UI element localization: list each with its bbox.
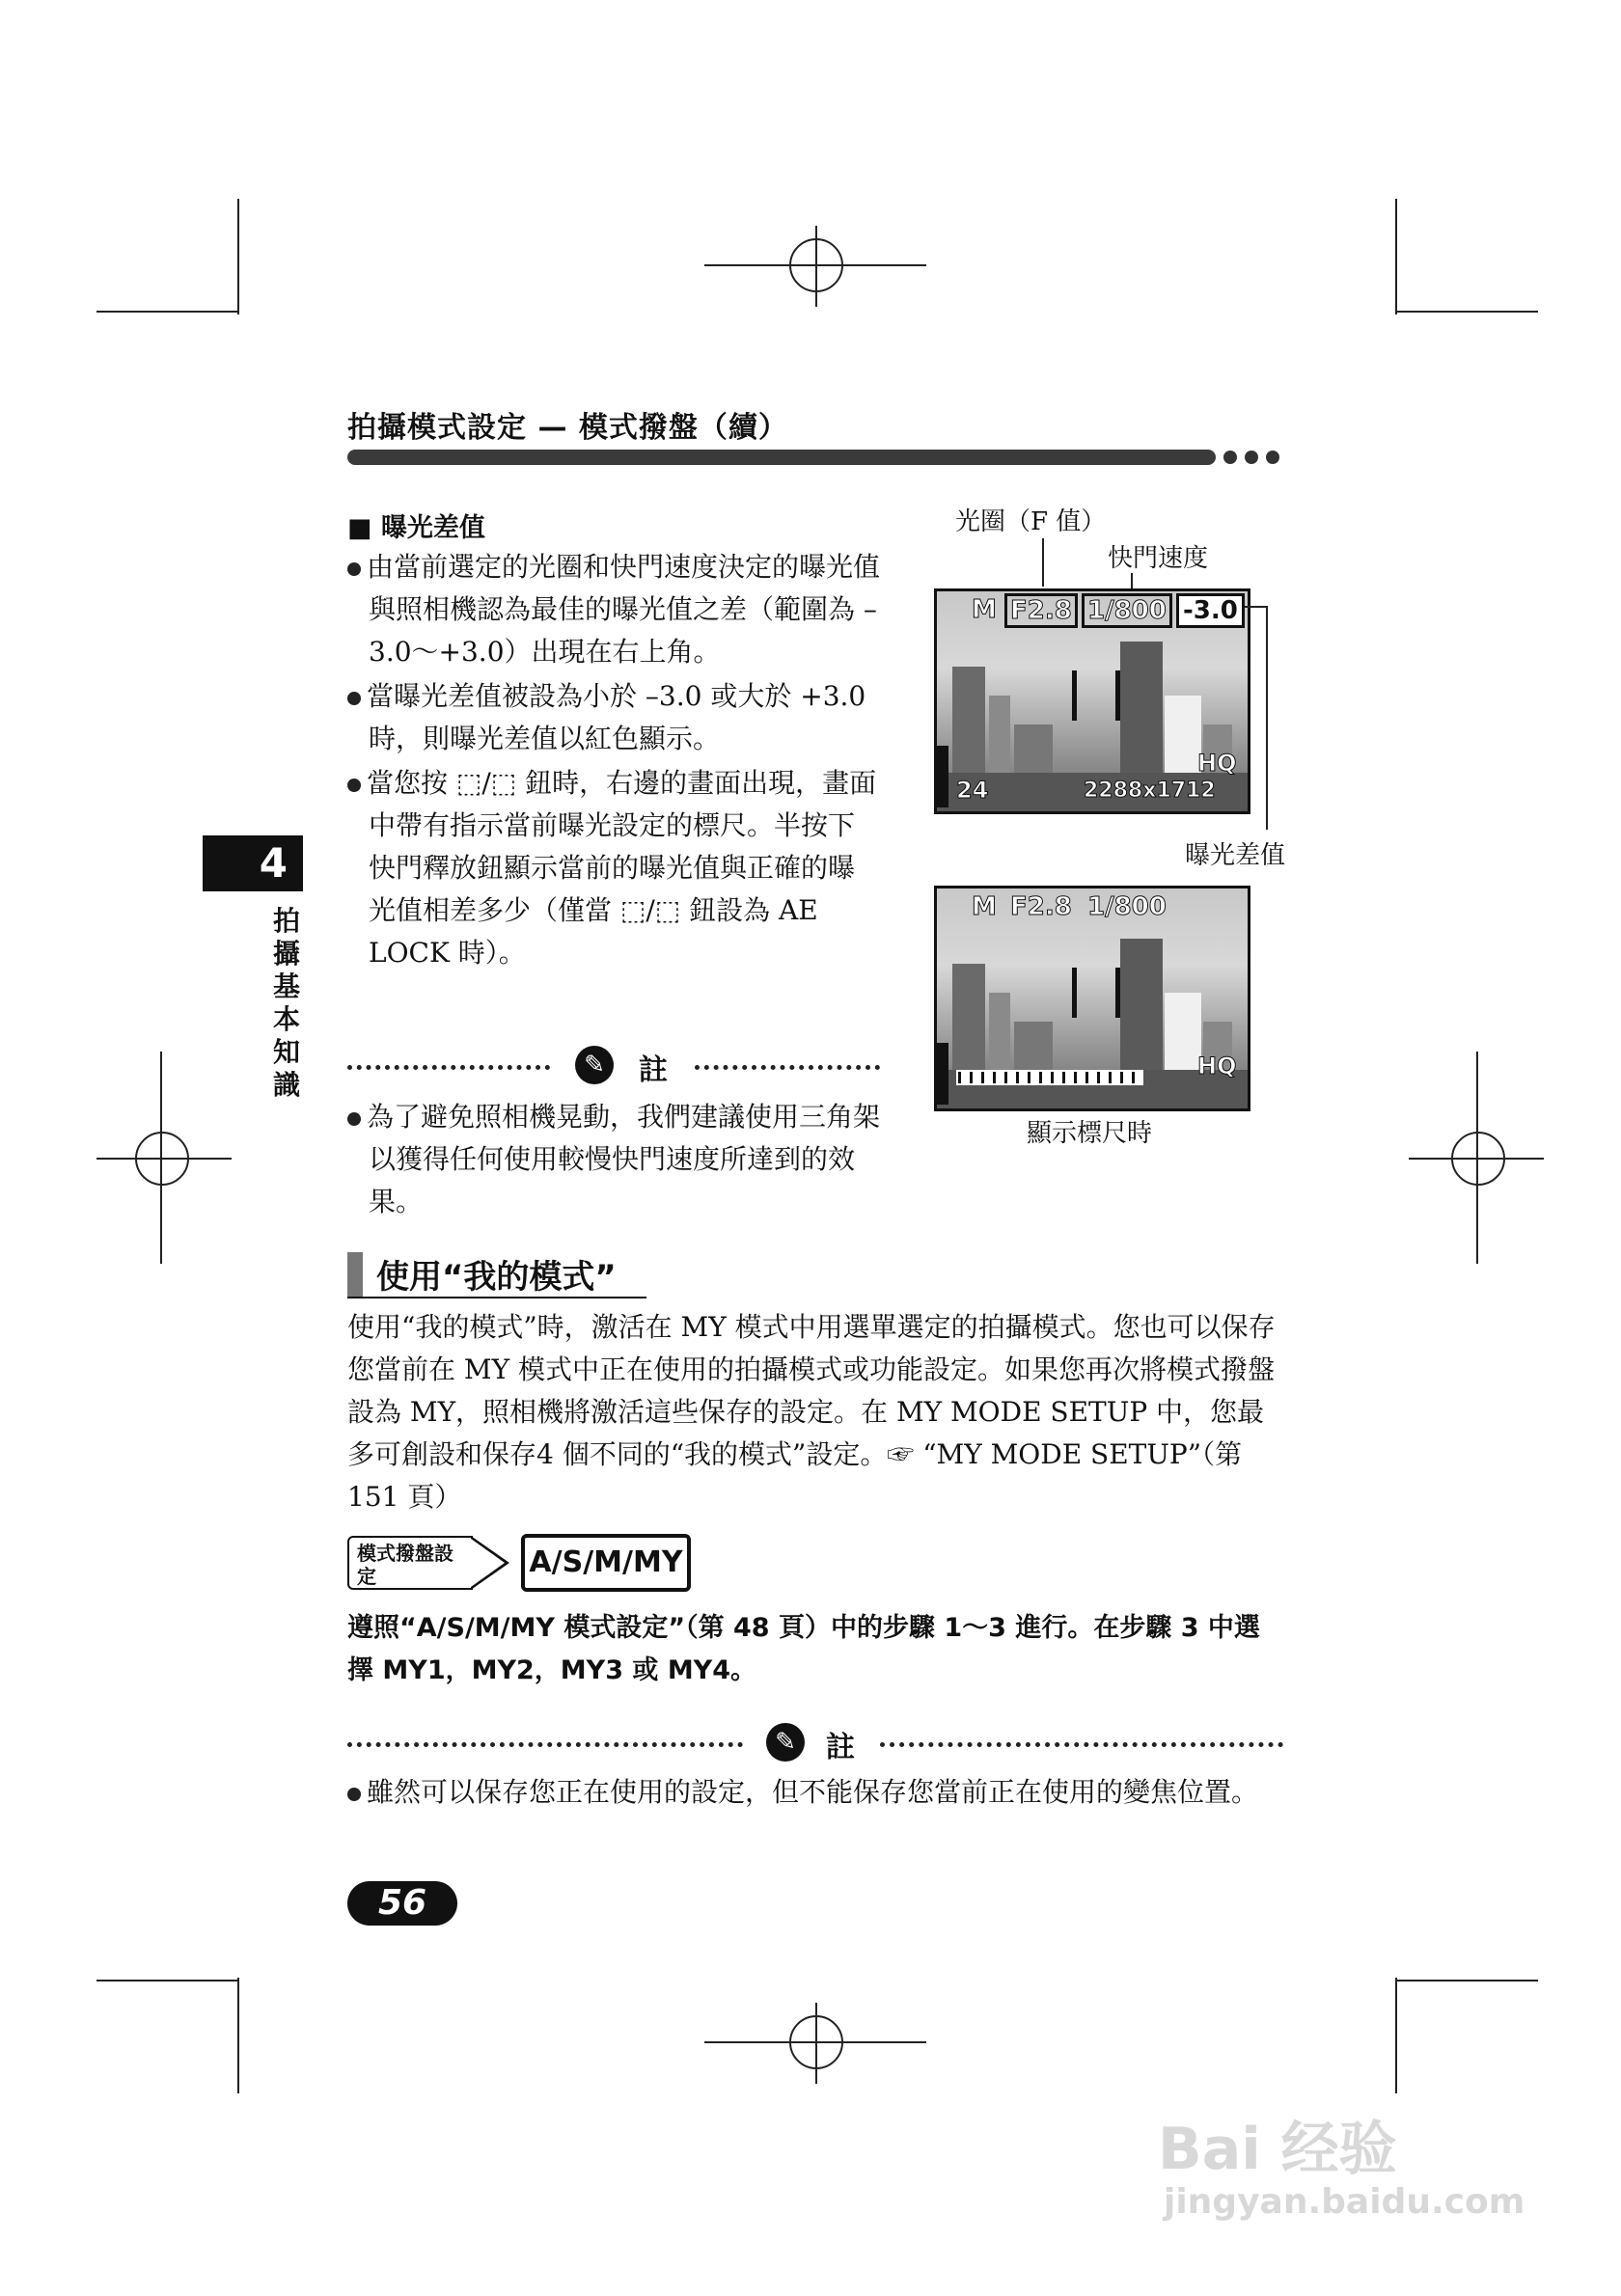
list-item (347, 675, 880, 760)
callout-line (1266, 606, 1268, 830)
note-item (347, 1096, 880, 1223)
lcd-screen-2 (934, 886, 1250, 1111)
chapter-tab: 4 (203, 835, 303, 891)
focus-frame (1072, 968, 1120, 1018)
bullet-icon (347, 1788, 361, 1801)
bullet-icon (347, 779, 361, 792)
chapter-title: 拍攝基本知識 (272, 905, 300, 1101)
lcd-shutter: 1/800 (1082, 593, 1172, 628)
note-divider (347, 1742, 743, 1747)
watermark-brand: Bai 经验 (1158, 2116, 1397, 2183)
figure-caption: 顯示標尺時 (1027, 1119, 1153, 1148)
header-dot (1245, 451, 1258, 464)
crop-mark (237, 199, 239, 314)
lcd-shutter: 1/800 (1087, 892, 1167, 921)
dial-mode-value: A/S/M/MY (521, 1534, 691, 1592)
bullet-icon (347, 1112, 361, 1126)
battery-bar (937, 746, 948, 807)
page-header-title: 拍攝模式設定 — 模式撥盤（續） (347, 411, 788, 445)
lcd-quality: HQ (1197, 1052, 1237, 1080)
lcd-aperture: F2.8 (1010, 892, 1072, 921)
crop-mark (1395, 1978, 1397, 2093)
header-dot (1266, 451, 1279, 464)
note-icon: ✎ (575, 1046, 614, 1084)
bullet-icon (347, 692, 361, 705)
page-number: 56 (347, 1881, 457, 1926)
registration-circle (789, 2015, 843, 2069)
section-heading-mymode: 使用“我的模式” (376, 1258, 617, 1297)
bullet-text: 由當前選定的光圈和快門速度決定的曝光值與照相機認為最佳的曝光值之差（範圍為 –3.0～+3.0）出現在右上角。 (367, 551, 881, 668)
header-dot (1223, 451, 1237, 464)
list-item (347, 762, 880, 974)
lcd-exposure: -3.0 (1176, 593, 1245, 628)
callout-line (1042, 538, 1044, 587)
crop-mark (96, 1980, 239, 1982)
callout-line (1131, 573, 1133, 588)
lcd-screen-1 (934, 588, 1250, 814)
lcd-mode: M (972, 892, 997, 921)
note-divider (880, 1742, 1283, 1747)
note-text: 為了避免照相機晃動，我們建議使用三角架以獲得任何使用較慢快門速度所達到的效果。 (367, 1101, 881, 1217)
section-heading-exposure: ■ 曝光差值 (347, 513, 485, 543)
callout-line (1245, 606, 1268, 608)
crop-mark (1395, 199, 1397, 314)
note-label: 註 (639, 1053, 668, 1087)
label-aperture: 光圈（F 值） (955, 507, 1107, 536)
exposure-scale (956, 1070, 1143, 1085)
mymode-paragraph: 使用“我的模式”時，激活在 MY 模式中用選單選定的拍攝模式。您也可以保存您當前在 MY 模式中正在使用的拍攝模式或功能設定。如果您再次將模式撥盤設為 MY，照相機將激活這些保存的設定。在 MY MODE SETUP 中，您最多可創設和保存4 個不同的“我的模式”設定。☞ “MY MODE SETUP”（第 151 頁） (347, 1311, 1276, 1513)
registration-circle (789, 238, 843, 292)
heading-underline (347, 1297, 646, 1298)
heading-marker (347, 1252, 363, 1297)
crop-mark (96, 311, 239, 313)
mymode-instruction: 遵照“A/S/M/MY 模式設定”（第 48 頁）中的步驟 1～3 進行。在步驟 3 中選擇 MY1，MY2，MY3 或 MY4。 (347, 1613, 1260, 1685)
list-item (347, 546, 880, 673)
lcd-mode: M (972, 595, 997, 624)
label-exposure: 曝光差值 (1185, 841, 1286, 870)
bullet-text: 當曝光差值被設為小於 –3.0 或大於 +3.0 時，則曝光差值以紅色顯示。 (367, 680, 866, 754)
note-label: 註 (826, 1731, 855, 1764)
note-item (347, 1771, 1283, 1814)
lcd-resolution: 2288x1712 (1084, 779, 1216, 803)
registration-circle (135, 1132, 189, 1186)
note-divider (347, 1065, 550, 1070)
dial-setting-label: 模式撥盤設定 (347, 1536, 473, 1590)
bullet-text: 當您按 ⬚/⬚ 鈕時，右邊的畫面出現，畫面中帶有指示當前曝光設定的標尺。半按下快門釋放鈕顯示當前的曝光值與正確的曝光值相差多少（僅當 ⬚/⬚ 鈕設為 AE LOCK 時）。 (367, 767, 877, 969)
focus-frame (1072, 670, 1120, 721)
crop-mark (1395, 1980, 1538, 1982)
crop-mark (1395, 311, 1538, 313)
watermark-url: jingyan.baidu.com (1164, 2182, 1525, 2222)
lcd-quality: HQ (1197, 750, 1237, 777)
dial-arrow-inner (471, 1539, 505, 1587)
bullet-icon (347, 562, 361, 576)
battery-bar (937, 1043, 948, 1105)
registration-circle (1451, 1132, 1505, 1186)
header-rule (347, 450, 1216, 465)
note-text: 雖然可以保存您正在使用的設定，但不能保存您當前正在使用的變焦位置。 (367, 1776, 1259, 1808)
note-icon: ✎ (766, 1723, 805, 1762)
crop-mark (237, 1978, 239, 2093)
lcd-aperture: F2.8 (1004, 593, 1078, 628)
lcd-count: 24 (956, 777, 989, 804)
note-divider (695, 1065, 880, 1070)
label-shutter: 快門速度 (1108, 544, 1209, 573)
